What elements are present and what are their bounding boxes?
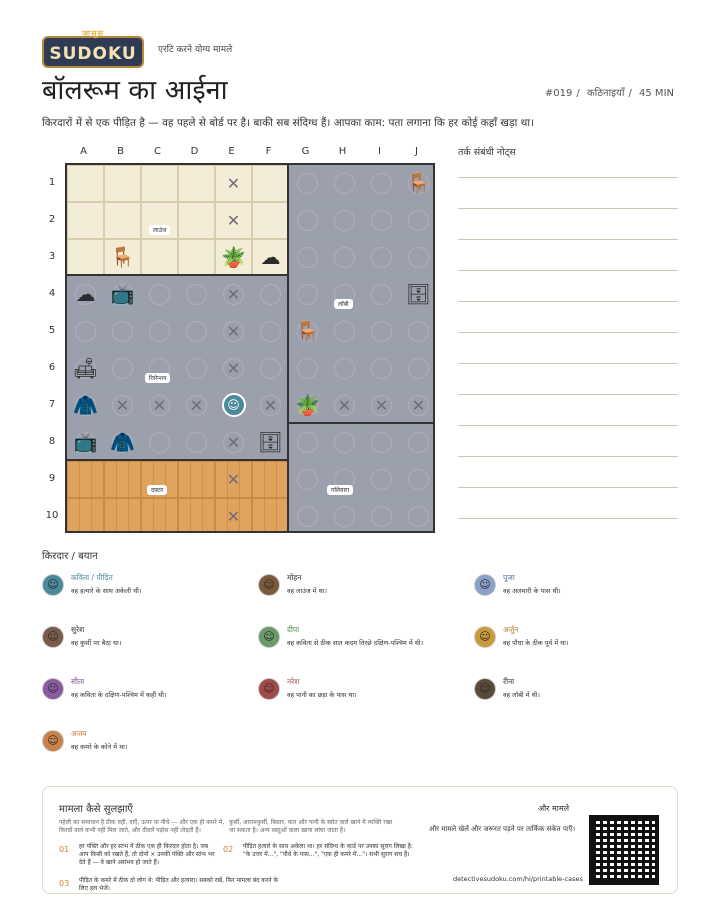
x-mark: ✕	[411, 396, 426, 415]
notes-title: तर्क संबंधी नोट्स	[458, 147, 516, 158]
note-line[interactable]	[458, 177, 678, 178]
board-cell[interactable]	[363, 424, 400, 461]
board-cell[interactable]	[289, 350, 326, 387]
column-label: I	[378, 146, 381, 157]
row-label: 4	[48, 288, 56, 299]
column-label: A	[80, 146, 87, 157]
board-cell[interactable]	[363, 165, 400, 202]
row-label: 8	[48, 436, 56, 447]
board-cell[interactable]	[178, 239, 215, 276]
x-mark: ✕	[226, 507, 241, 526]
character-statement: वह पानी का छड़ा के पास था।	[287, 691, 357, 699]
column-label: G	[301, 146, 310, 157]
board-cell[interactable]	[363, 498, 400, 533]
x-mark: ✕	[226, 433, 241, 452]
avatar: ☺	[474, 574, 496, 596]
x-mark: ✕	[374, 396, 389, 415]
room-label-lounge: लाउंज	[149, 225, 170, 235]
avatar: ☺	[42, 678, 64, 700]
board-cell[interactable]	[252, 202, 289, 239]
coat-rack-icon: 🧥	[110, 430, 135, 454]
character-name: पूजा	[503, 573, 515, 582]
board-cell[interactable]	[104, 202, 141, 239]
board-cell[interactable]	[104, 165, 141, 202]
victim-avatar[interactable]	[215, 387, 252, 424]
row-label: 9	[48, 473, 56, 484]
logo-top-text: जासूस	[82, 29, 104, 38]
board-cell[interactable]	[141, 313, 178, 350]
x-mark: ✕	[226, 211, 241, 230]
column-label: D	[190, 146, 199, 157]
row-label: 3	[48, 251, 56, 262]
board-cell[interactable]	[400, 239, 435, 276]
case-meta: #019 / कठिनाइयाँ / 45 MIN	[544, 88, 674, 99]
room-label-lobby: लॉबी	[334, 299, 353, 309]
step-number: 03	[59, 879, 70, 888]
bench-icon: 🛋	[72, 356, 99, 380]
avatar: ☺	[42, 574, 64, 596]
board-cell[interactable]	[289, 165, 326, 202]
character-statement: वह कमरे के कोने में था।	[71, 743, 128, 751]
character-card[interactable]	[474, 676, 674, 716]
x-mark: ✕	[115, 396, 130, 415]
logo-text: SUDOKU	[49, 44, 137, 64]
board-cell[interactable]	[141, 498, 178, 533]
step-text: पीड़ित के कमरे में ठीक दो लोग थे: पीड़ित और हत्यारा। सबको रखें, फिर मामला बंद करने के लिए हल भेजें।	[79, 877, 279, 892]
column-label: J	[415, 146, 418, 157]
note-line[interactable]	[458, 239, 678, 240]
column-label: C	[154, 146, 161, 157]
character-statement: वह हत्यारे के साथ अकेली थी।	[71, 587, 142, 595]
board-cell[interactable]	[178, 461, 215, 498]
row-label: 5	[48, 325, 56, 336]
character-statement: वह लाउंज में था।	[287, 587, 327, 595]
board-cell[interactable]	[178, 498, 215, 533]
board-cell[interactable]	[141, 239, 178, 276]
character-statement: वह अलमारी के पास थी।	[503, 587, 561, 595]
step-text: पीड़ित हत्यारे के साथ अकेला था। हर संदिग्ध के कार्ड पर उनका सुराग लिखा है: "के उत्तर में...", "पौधे के पास...", "एक ही कमरे में..."। सभी सुराग सच हैं।	[243, 843, 413, 858]
row-label: 7	[48, 399, 56, 410]
board-cell[interactable]	[252, 350, 289, 387]
x-mark: ✕	[226, 285, 241, 304]
board-cell[interactable]	[67, 461, 104, 498]
board-cell[interactable]	[104, 313, 141, 350]
logo	[42, 29, 144, 68]
chair-icon: 🪑	[295, 319, 320, 343]
column-label: H	[338, 146, 347, 157]
avatar: ☺	[222, 393, 246, 417]
board-cell[interactable]	[326, 313, 363, 350]
board-cell[interactable]	[104, 350, 141, 387]
board-cell[interactable]	[363, 461, 400, 498]
note-line[interactable]	[458, 425, 678, 426]
more-cases-text: और मामले खेलें और जरूरत पड़ने पर तार्किक संकेत पाएँ।	[429, 825, 576, 833]
room-label-reception: रिसेप्शन	[145, 373, 170, 383]
cabinet-icon: 🗄	[405, 282, 432, 306]
character-statement: वह कविता से ठीक सात कदम तिरछे दक्षिण-पश्चिम में थी।	[287, 639, 424, 647]
character-name: मोहन	[287, 573, 302, 582]
board-cell[interactable]	[104, 498, 141, 533]
character-card[interactable]	[258, 572, 458, 612]
character-name: दीपा	[287, 625, 300, 634]
character-card[interactable]	[474, 624, 674, 664]
x-mark: ✕	[152, 396, 167, 415]
room-label-gallery: गलियारा	[327, 485, 353, 495]
more-cases-link[interactable]: detectivesudoku.com/hi/printable-cases	[453, 875, 583, 883]
board-cell[interactable]	[289, 424, 326, 461]
page-title: बॉलरूम का आईना	[42, 75, 228, 106]
x-mark: ✕	[226, 174, 241, 193]
board-cell[interactable]	[289, 239, 326, 276]
step-text: हर पंक्ति और हर स्तंभ में ठीक एक ही किरदार होता है। जब आप किसी को रखते हैं, तो दोनों × उनकी पंक्ति और स्तंभ भर देते हैं — वे खाने असंभव हो जाते हैं।	[79, 843, 215, 866]
character-card[interactable]	[42, 728, 242, 768]
avatar: ☺	[258, 574, 280, 596]
tagline: एरटि करने योग्य मामले	[158, 45, 233, 55]
board-cell[interactable]	[363, 313, 400, 350]
avatar: ☺	[258, 678, 280, 700]
avatar: ☺	[474, 678, 496, 700]
board-cell[interactable]	[178, 202, 215, 239]
board-cell[interactable]	[326, 498, 363, 533]
character-name: नरेश	[287, 677, 300, 686]
character-card[interactable]	[258, 624, 458, 664]
board-cell[interactable]	[67, 239, 104, 276]
row-label: 1	[48, 177, 56, 188]
board-cell[interactable]	[363, 276, 400, 313]
rug-icon: ☁	[75, 282, 96, 306]
board-cell[interactable]	[289, 498, 326, 533]
x-mark: ✕	[263, 396, 278, 415]
character-card[interactable]	[42, 572, 242, 612]
step-number: 02	[223, 845, 234, 854]
x-mark: ✕	[226, 470, 241, 489]
how-to-panel	[42, 786, 678, 894]
board-cell[interactable]	[326, 165, 363, 202]
tv-icon: 📺	[73, 430, 98, 454]
character-statement: वह कविता के दक्षिण-पश्चिम में कहीं थी।	[71, 691, 167, 699]
board-cell[interactable]	[178, 165, 215, 202]
case-difficulty: कठिनाइयाँ	[586, 88, 625, 99]
row-label: 2	[48, 214, 56, 225]
board-cell[interactable]	[400, 202, 435, 239]
note-line[interactable]	[458, 487, 678, 488]
avatar: ☺	[474, 626, 496, 648]
character-card[interactable]	[474, 572, 674, 612]
qr-code[interactable]	[589, 815, 659, 885]
character-statement: वह कुर्सी पर बैठा था।	[71, 639, 122, 647]
board-cell[interactable]	[400, 350, 435, 387]
how-to-intro-2: कुर्सी, आरामकुर्सी, बिस्तर, कार और पानी के स्त्रोत वाले खाने में व्यक्ति रखा जा सकता है। अन्य वस्तुओं वाला खाना लांघा जाता है।	[229, 819, 393, 834]
avatar: ☺	[258, 626, 280, 648]
board-cell[interactable]	[363, 239, 400, 276]
room-label-office: दफ़्तर	[147, 485, 167, 495]
board-cell[interactable]	[252, 313, 289, 350]
note-line[interactable]	[458, 332, 678, 333]
board-cell[interactable]	[289, 461, 326, 498]
character-name: सुरेश	[71, 625, 85, 634]
x-mark: ✕	[189, 396, 204, 415]
board-cell[interactable]	[178, 350, 215, 387]
character-name: अर्जुन	[503, 625, 519, 634]
character-name: सीता	[71, 677, 85, 686]
board-cell[interactable]	[252, 461, 289, 498]
board-cell[interactable]	[400, 461, 435, 498]
board-cell[interactable]	[141, 165, 178, 202]
board-cell[interactable]	[363, 202, 400, 239]
character-card[interactable]	[258, 676, 458, 716]
note-line[interactable]	[458, 270, 678, 271]
column-label: E	[228, 146, 235, 157]
avatar: ☺	[42, 730, 64, 752]
potted-plant-icon: 🪴	[221, 245, 246, 269]
board-cell[interactable]	[400, 498, 435, 533]
game-board[interactable]	[65, 163, 435, 533]
bench-icon: 🪑	[406, 171, 431, 195]
potted-plant-icon: 🪴	[295, 393, 320, 417]
intro-text: किरदारों में से एक पीड़ित है — वह पहले से बोर्ड पर है। बाकी सब संदिग्ध हैं। आपका काम: पता लगाना कि हर कोई कहाँ खड़ा था।	[42, 117, 535, 129]
x-mark: ✕	[226, 322, 241, 341]
board-cell[interactable]	[400, 313, 435, 350]
cabinet-icon: 🗄	[257, 430, 284, 454]
x-mark: ✕	[337, 396, 352, 415]
board-cell[interactable]	[326, 350, 363, 387]
x-mark: ✕	[226, 359, 241, 378]
character-card[interactable]	[42, 624, 242, 664]
rug-icon: ☁	[260, 245, 281, 269]
character-name: कविता / पीड़ित	[71, 573, 113, 582]
board-cell[interactable]	[400, 424, 435, 461]
board-cell[interactable]	[67, 313, 104, 350]
chair-icon: 🪑	[110, 245, 135, 269]
how-to-intro: पहेली का समाधान है ठीक वही, दाएँ, ऊपर या नीचे — और एक ही कमरे में, किरदों वाले कभी नहीं मिल जाते, और दीवारें पड़ोस नहीं तोड़ती हैं।	[59, 819, 225, 834]
case-number: #019	[544, 88, 573, 99]
column-label: F	[265, 146, 272, 157]
board-cell[interactable]	[326, 424, 363, 461]
board-cell[interactable]	[178, 424, 215, 461]
row-label: 6	[48, 362, 56, 373]
board-cell[interactable]	[252, 165, 289, 202]
character-name: अजय	[71, 729, 87, 738]
board-cell[interactable]	[252, 498, 289, 533]
characters-title: किरदार / बयान	[42, 551, 98, 562]
character-name: रीना	[503, 677, 515, 686]
board-cell[interactable]	[141, 424, 178, 461]
board-cell[interactable]	[178, 276, 215, 313]
character-statement: वह लॉबी में थी।	[503, 691, 540, 699]
column-label: B	[117, 146, 124, 157]
note-line[interactable]	[458, 208, 678, 209]
board-cell[interactable]	[67, 202, 104, 239]
board-cell[interactable]	[326, 239, 363, 276]
note-line[interactable]	[458, 394, 678, 395]
note-line[interactable]	[458, 456, 678, 457]
board-cell[interactable]	[178, 313, 215, 350]
character-card[interactable]	[42, 676, 242, 716]
note-line[interactable]	[458, 363, 678, 364]
how-to-title: मामला कैसे सुलझाएँ	[59, 804, 133, 815]
step-number: 01	[59, 845, 70, 854]
note-line[interactable]	[458, 301, 678, 302]
board-cell[interactable]	[326, 202, 363, 239]
more-cases-title: और मामले	[538, 804, 570, 813]
row-label: 10	[45, 510, 59, 521]
note-line[interactable]	[458, 518, 678, 519]
board-cell[interactable]	[289, 202, 326, 239]
tv-icon: 📺	[110, 282, 135, 306]
board-cell[interactable]	[252, 276, 289, 313]
board-cell[interactable]	[363, 350, 400, 387]
board-cell[interactable]	[67, 165, 104, 202]
board-cell[interactable]	[289, 276, 326, 313]
board-cell[interactable]	[141, 276, 178, 313]
coat-rack-icon: 🧥	[73, 393, 98, 417]
character-statement: वह पौधा के ठीक पूर्व में था।	[503, 639, 569, 647]
avatar: ☺	[42, 626, 64, 648]
board-cell[interactable]	[67, 498, 104, 533]
board-cell[interactable]	[104, 461, 141, 498]
case-duration: 45 MIN	[639, 88, 674, 99]
